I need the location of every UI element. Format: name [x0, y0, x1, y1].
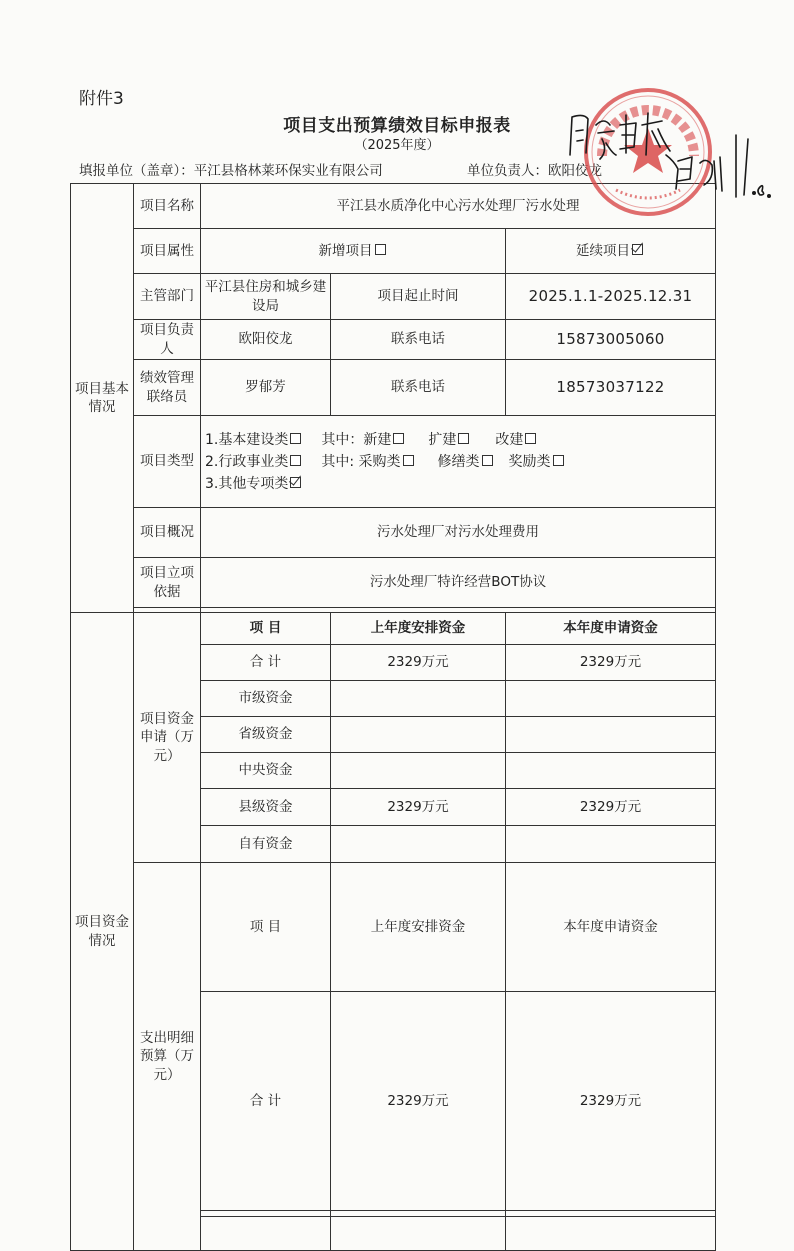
dept-value: 平江县住房和城乡建设局	[201, 274, 331, 320]
form-year: （2025年度）	[354, 138, 440, 153]
type-expand: 扩建	[428, 431, 457, 448]
filling-unit-value: 平江县格林莱环保实业有限公司	[193, 163, 383, 179]
leader-phone-value: 15873005060	[506, 320, 716, 360]
perf-liaison-value: 罗郁芳	[201, 360, 331, 416]
type-new-build-checkbox[interactable]	[393, 433, 404, 444]
table-row	[71, 508, 716, 558]
type-other-special-checkbox[interactable]	[290, 477, 301, 488]
fund-row-name: 县级资金	[201, 789, 331, 826]
type-line-3	[205, 473, 713, 495]
fund-row-this: 2329万元	[506, 789, 716, 826]
type-reward-checkbox[interactable]	[553, 455, 564, 466]
leader-value: 欧阳佼龙	[201, 320, 331, 360]
fund-row-last: 2329万元	[331, 789, 506, 826]
table-row	[71, 416, 716, 508]
detail-col-this: 本年度申请资金	[506, 863, 716, 992]
attribute-new-label: 新增项目	[318, 242, 373, 259]
type-basic-construction: 1.基本建设类	[205, 431, 289, 448]
fund-row-this: 2329万元	[506, 645, 716, 681]
detail-row-last: 2329万元	[331, 991, 506, 1211]
period-value: 2025.1.1-2025.12.31	[506, 274, 716, 320]
type-rebuild: 改建	[495, 431, 524, 448]
dept-label: 主管部门	[134, 274, 201, 320]
table-row	[71, 274, 716, 320]
basis-label: 项目立项依据	[134, 558, 201, 608]
fund-apply-label: 项目资金申请（万元）	[134, 613, 201, 863]
attribute-new-cell	[201, 229, 506, 274]
type-other-special: 3.其他专项类	[205, 475, 289, 492]
filling-unit	[79, 159, 383, 179]
table-row	[71, 558, 716, 608]
type-basic-construction-checkbox[interactable]	[290, 433, 301, 444]
project-name-label: 项目名称	[134, 184, 201, 229]
fund-row-last	[331, 717, 506, 753]
col-item-header: 项 目	[201, 613, 331, 645]
attribute-continue-checkbox[interactable]	[632, 244, 643, 255]
type-repair: 修缮类	[437, 453, 480, 470]
type-admin: 2.行政事业类	[205, 453, 289, 470]
project-type-options	[201, 416, 716, 508]
detail-budget-label: 支出明细预算（万元）	[134, 863, 201, 1251]
fund-row-this	[506, 681, 716, 717]
fund-row-last: 2329万元	[331, 645, 506, 681]
leader-label: 项目负责人	[134, 320, 201, 360]
fund-row-last	[331, 753, 506, 789]
fund-row-this	[506, 826, 716, 863]
unit-responsible-value: 欧阳佼龙	[548, 163, 602, 179]
detail-row-this: 2329万元	[506, 991, 716, 1211]
period-label: 项目起止时间	[331, 274, 506, 320]
project-type-label: 项目类型	[134, 416, 201, 508]
overview-value: 污水处理厂对污水处理费用	[201, 508, 716, 558]
table-row	[71, 229, 716, 274]
type-expand-checkbox[interactable]	[458, 433, 469, 444]
attachment-label: 附件3	[79, 89, 124, 109]
fund-row-name: 市级资金	[201, 681, 331, 717]
form-title: 项目支出预算绩效目标申报表	[283, 116, 511, 136]
type-new-build: 其中：新建	[321, 431, 392, 448]
detail-col-item: 项 目	[201, 863, 331, 992]
table-row	[71, 863, 716, 992]
attribute-new-checkbox[interactable]	[375, 244, 386, 255]
project-attribute-label: 项目属性	[134, 229, 201, 274]
section-funds: 项目资金情况	[71, 613, 134, 1251]
perf-liaison-label: 绩效管理联络员	[134, 360, 201, 416]
perf-phone-value: 18573037122	[506, 360, 716, 416]
fund-row-name: 中央资金	[201, 753, 331, 789]
basis-value: 污水处理厂特许经营BOT协议	[201, 558, 716, 608]
project-name-value: 平江县水质净化中心污水处理厂污水处理	[201, 184, 716, 229]
fund-row-last	[331, 681, 506, 717]
col-last-year-header: 上年度安排资金	[331, 613, 506, 645]
section-basic-info: 项目基本情况	[71, 184, 134, 613]
overview-label: 项目概况	[134, 508, 201, 558]
type-purchase: 其中: 采购类	[321, 453, 401, 470]
budget-form-table	[70, 183, 716, 1251]
leader-phone-label: 联系电话	[331, 320, 506, 360]
fund-row-this	[506, 717, 716, 753]
type-line-2	[205, 451, 713, 473]
type-line-1	[205, 429, 713, 451]
type-purchase-checkbox[interactable]	[403, 455, 414, 466]
type-admin-checkbox[interactable]	[290, 455, 301, 466]
table-row	[71, 613, 716, 645]
fund-row-last	[331, 826, 506, 863]
handwritten-signature	[566, 95, 771, 200]
attribute-continue-cell	[506, 229, 716, 274]
filling-unit-label: 填报单位（盖章）：	[79, 163, 194, 179]
fund-row-name: 合 计	[201, 645, 331, 681]
table-row	[71, 360, 716, 416]
perf-phone-label: 联系电话	[331, 360, 506, 416]
type-repair-checkbox[interactable]	[482, 455, 493, 466]
type-reward: 奖励类	[508, 453, 551, 470]
col-this-year-header: 本年度申请资金	[506, 613, 716, 645]
fund-row-name: 自有资金	[201, 826, 331, 863]
fund-row-name: 省级资金	[201, 717, 331, 753]
detail-col-last: 上年度安排资金	[331, 863, 506, 992]
detail-row-name: 合 计	[201, 991, 331, 1211]
unit-responsible-label: 单位负责人：	[467, 163, 548, 179]
table-row	[71, 320, 716, 360]
fund-row-this	[506, 753, 716, 789]
attribute-continue-label: 延续项目	[576, 242, 631, 259]
type-rebuild-checkbox[interactable]	[525, 433, 536, 444]
